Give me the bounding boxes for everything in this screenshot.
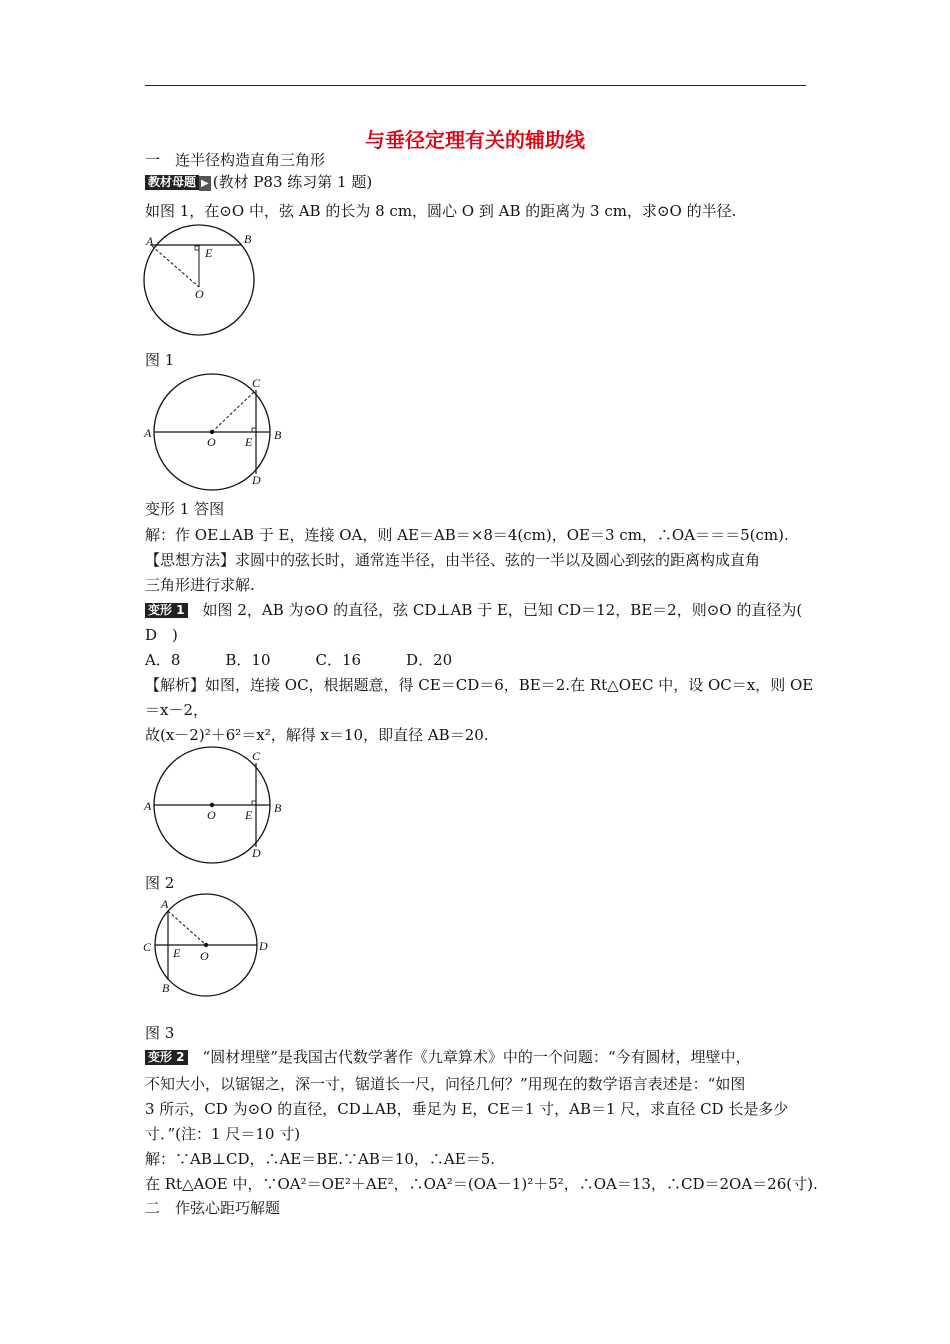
- fig3-caption: 图 3: [145, 1024, 175, 1042]
- variant1-answer-caption: 变形 1 答图: [145, 500, 225, 518]
- variant2-line-3: 3 所示，CD 为⊙O 的直径，CD⊥AB，垂足为 E，CE＝1 寸，AB＝1 尺，求直径 CD 长是多少: [145, 1100, 789, 1118]
- analysis-line-3: 故(x－2)²＋6²＝x²，解得 x＝10，即直径 AB＝20.: [145, 726, 489, 744]
- fig2-label-e: E: [245, 808, 253, 822]
- v1-label-c: C: [252, 376, 261, 390]
- source-text: (教材 P83 练习第 1 题): [212, 173, 373, 191]
- section-heading-1: 一 连半径构造直角三角形: [145, 151, 326, 169]
- v1-label-b: B: [274, 428, 282, 442]
- method-line-2: 三角形进行求解.: [145, 576, 255, 594]
- figure-variant1-answer: [140, 372, 290, 490]
- variant2-line-1: [145, 1047, 751, 1067]
- v1-label-a: A: [144, 426, 152, 440]
- v1-label-o: O: [207, 435, 216, 449]
- problem-text: 如图 1，在⊙O 中，弦 AB 的长为 8 cm，圆心 O 到 AB 的距离为 3 cm，求⊙O 的半径.: [145, 202, 737, 220]
- variant1-question: [145, 600, 802, 620]
- page-title: 与垂径定理有关的辅助线: [365, 128, 585, 152]
- variant1-answer: D ): [145, 626, 178, 644]
- fig3-label-b: B: [162, 981, 170, 995]
- variant1-text: 如图 2，AB 为⊙O 的直径，弦 CD⊥AB 于 E，已知 CD＝12，BE＝2，则⊙O 的直径为(: [202, 601, 803, 619]
- material-badge: 教材母题: [145, 175, 199, 190]
- analysis-line-1: 【解析】如图，连接 OC，根据题意，得 CE＝CD＝6，BE＝2.在 Rt△OEC 中，设 OC＝x，则 OE: [145, 676, 814, 694]
- v1-label-e: E: [245, 435, 253, 449]
- fig1-caption: 图 1: [145, 351, 175, 369]
- fig2-label-b: B: [274, 801, 282, 815]
- fig3-label-c: C: [143, 940, 152, 954]
- variant2-badge: 变形 2: [145, 1050, 188, 1065]
- fig2-caption: 图 2: [145, 874, 175, 892]
- fig3-label-e: E: [173, 946, 181, 960]
- fig3-label-o: O: [200, 949, 209, 963]
- variant1-badge: 变形 1: [145, 603, 188, 618]
- analysis-line-2: ＝x－2，: [145, 701, 209, 719]
- variant2-line-4: 寸．”(注：1 尺＝10 寸): [145, 1125, 301, 1143]
- v1-label-d: D: [252, 473, 261, 487]
- solution-1: 解：作 OE⊥AB 于 E，连接 OA，则 AE＝AB＝×8＝4(cm)，OE＝3 cm，∴OA＝＝＝5(cm).: [145, 526, 789, 544]
- fig3-label-a: A: [161, 897, 169, 911]
- variant2-text: “圆材埋壁”是我国古代数学著作《九章算术》中的一个问题：“今有圆材，埋壁中，: [202, 1048, 751, 1066]
- source-line: [145, 172, 372, 192]
- fig1-label-a: A: [146, 234, 154, 248]
- fig2-label-a: A: [144, 799, 152, 813]
- variant2-line-2: 不知大小，以锯锯之，深一寸，锯道长一尺，问径几何？”用现在的数学语言表述是：“如图: [145, 1075, 746, 1093]
- method-line-1: 【思想方法】求圆中的弦长时，通常连半径，由半径、弦的一半以及圆心到弦的距离构成直角: [145, 551, 761, 569]
- figure-3: [138, 893, 273, 1005]
- figure-2: [140, 745, 290, 863]
- fig2-label-c: C: [252, 749, 261, 763]
- fig3-label-d: D: [259, 939, 268, 953]
- header-rule: [145, 85, 806, 86]
- solution-2-line-2: 在 Rt△AOE 中，∵OA²＝OE²＋AE²，∴OA²＝(OA－1)²＋5²，∴OA＝13，∴CD＝2OA＝26(寸).: [145, 1175, 818, 1193]
- variant1-options: A．8 B．10 C．16 D．20: [145, 651, 453, 669]
- play-icon: ▶: [201, 178, 209, 189]
- fig1-label-o: O: [195, 287, 204, 301]
- fig2-label-o: O: [207, 808, 216, 822]
- section-heading-2: 二 作弦心距巧解题: [145, 1199, 281, 1217]
- figure-1: [138, 228, 268, 340]
- fig2-label-d: D: [252, 846, 261, 860]
- fig1-label-b: B: [244, 232, 252, 246]
- fig1-label-e: E: [205, 246, 213, 260]
- solution-2-line-1: 解：∵AB⊥CD，∴AE＝BE.∵AB＝10，∴AE＝5.: [145, 1150, 496, 1168]
